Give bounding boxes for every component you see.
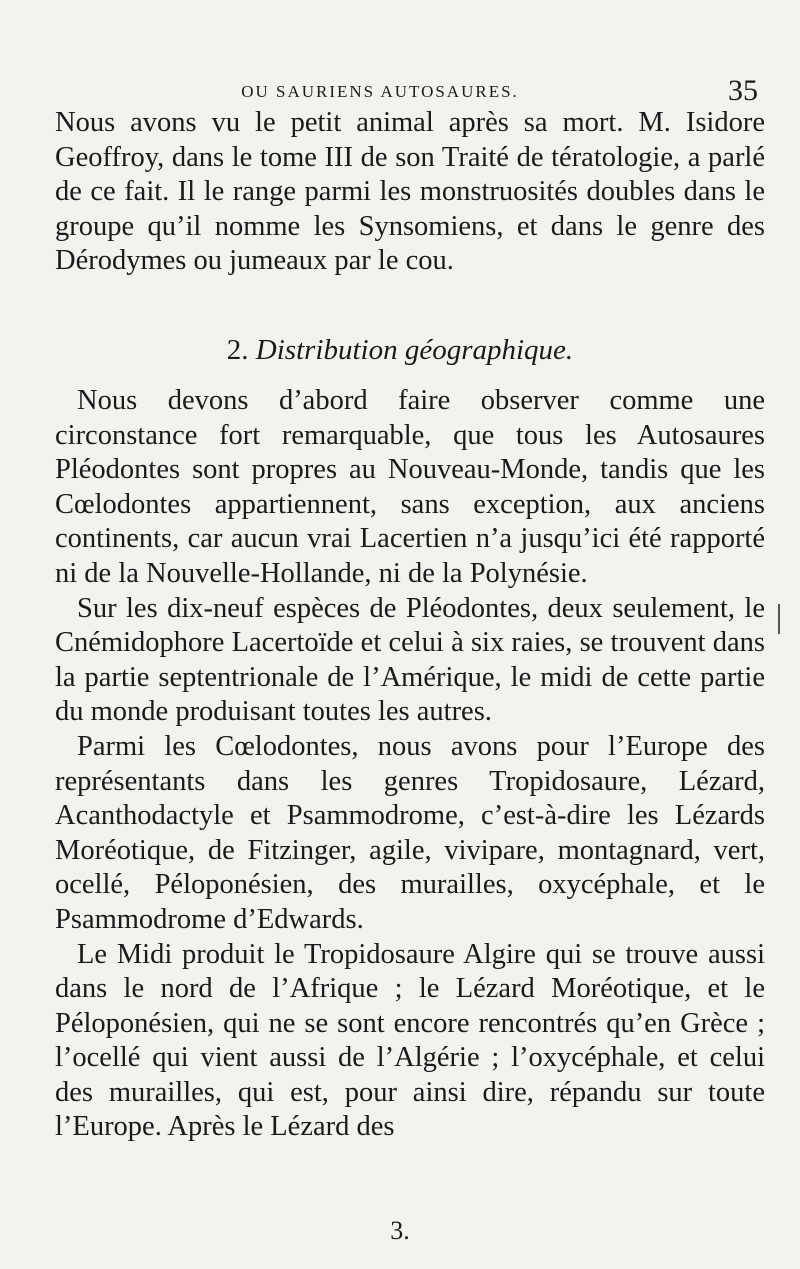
running-head: OU SAURIENS AUTOSAURES.: [241, 82, 519, 101]
paragraph: Parmi les Cœlodontes, nous avons pour l’Europe des représentants dans les genres Tropidosaure, Lézard, Acanthodactyle et Psammodrome, c’est-à-dire les Lézards Moréotique, de Fitzinger, agile, vivipare, montagnard, vert, ocellé, Péloponésien, des murailles, oxycéphale, et le Psammodrome d’Edwards.: [55, 730, 765, 935]
margin-mark: [778, 604, 780, 634]
page-number: 35: [728, 74, 758, 107]
section-title: Distribution géographique.: [255, 334, 574, 366]
signature-mark: 3.: [390, 1216, 410, 1245]
paragraph: Sur les dix-neuf espèces de Pléodontes, deux seulement, le Cnémidophore Lacertoïde et celui à six raies, se trouvent dans la partie septentrionale de l’Amérique, le midi de cette partie du monde produisant toutes les autres.: [55, 592, 765, 728]
paragraph: Nous devons d’abord faire observer comme une circonstance fort remarquable, que tous les Autosaures Pléodontes sont propres au Nouveau-Monde, tandis que les Cœlodontes appartiennent, sans exception, aux anciens continents, car aucun vrai Lacertien n’a jusqu’ici été rapporté ni de la Nouvelle-Hollande, ni de la Polynésie.: [55, 385, 765, 589]
body-text-block: [55, 384, 765, 1145]
section-number: 2.: [226, 334, 249, 366]
paragraph: Le Midi produit le Tropidosaure Algire qui se trouve aussi dans le nord de l’Afrique ; le Lézard Moréotique, et le Péloponésien, qui ne se sont encore rencontrés qu’en Grèce ; l’ocellé qui vient aussi de l’Algérie ; l’oxycéphale, et celui des murailles, qui est, pour ainsi dire, répandu sur toute l’Europe. Après le Lézard des: [55, 938, 765, 1143]
paragraph: Nous avons vu le petit animal après sa mort. M. Isidore Geoffroy, dans le tome III de son Traité de tératologie, a parlé de ce fait. Il le range parmi les monstruosités doubles dans le groupe qu’il nomme les Synsomiens, et dans le genre des Dérodymes ou jumeaux par le cou.: [55, 107, 765, 277]
section-heading: [0, 334, 800, 367]
intro-text-block: [55, 106, 765, 279]
